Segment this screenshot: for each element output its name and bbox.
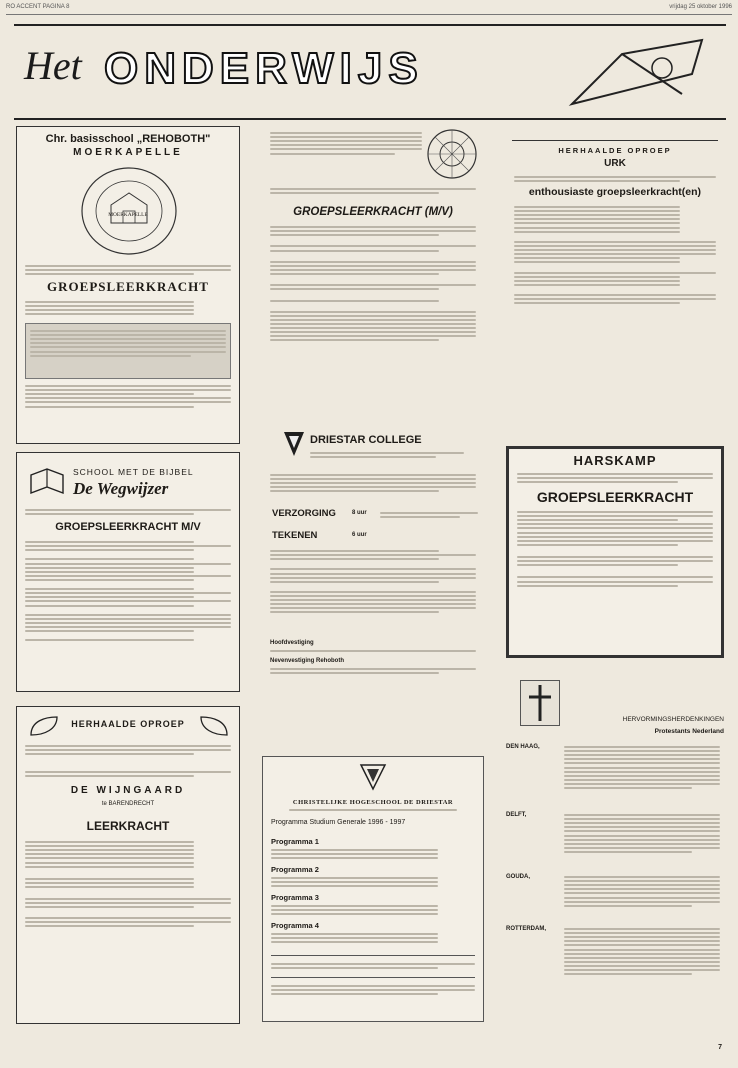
rehoboth-intro-text <box>25 263 231 277</box>
wijngaard-place: te BARENDRECHT <box>101 801 155 807</box>
leaf-right-icon <box>199 715 229 737</box>
header-left: RO ACCENT PAGINA 8 <box>6 4 70 10</box>
rehoboth-contact-text <box>25 383 231 410</box>
header-rule <box>6 14 732 15</box>
ad-driestar-college <box>262 424 484 724</box>
hogeschool-p3: Programma 3 <box>271 893 319 902</box>
cross-icon <box>521 681 559 725</box>
harskamp-title: HARSKAMP <box>573 453 657 468</box>
hogeschool-program: Programma Studium Generale 1996 - 1997 <box>271 819 406 826</box>
wegwijzer-job-title: GROEPSLEERKRACHT M/V <box>55 521 201 533</box>
ad-herhaalde-oproep-wijngaard <box>16 706 240 1024</box>
masthead-het: Het <box>24 43 82 88</box>
driestar-tekenen-hours: 6 uur <box>352 532 367 538</box>
mauritschool-body <box>270 224 476 343</box>
church-logo-box <box>520 680 560 726</box>
kerk-subtitle: Protestants Nederland <box>654 728 724 735</box>
driestar-tekenen: TEKENEN <box>272 530 318 541</box>
driestar-body <box>270 548 476 616</box>
rehoboth-notice-box <box>25 323 231 379</box>
driestar-hoofdvestiging: Hoofdvestiging <box>270 640 314 646</box>
driestar-verzorging: VERZORGING <box>272 508 336 519</box>
driestar-name: DRIESTAR COLLEGE <box>310 434 422 446</box>
page-number: 7 <box>718 1044 722 1051</box>
wijngaard-job-title: LEERKRACHT <box>86 819 170 833</box>
wijngaard-title: HERHAALDE OPROEP <box>71 719 185 729</box>
masthead-onderwijs: ONDERWIJS <box>104 44 424 93</box>
urk-title: HERHAALDE OPROEP <box>558 146 672 155</box>
driestar-intro <box>270 472 476 495</box>
open-bible-icon <box>27 461 67 501</box>
hogeschool-logo-icon <box>359 763 387 791</box>
rehoboth-title: Chr. basisschool „REHOBOTH" <box>45 133 211 145</box>
mauritschool-intro <box>270 130 422 157</box>
hogeschool-p1: Programma 1 <box>271 837 319 846</box>
hogeschool-p2: Programma 2 <box>271 865 319 874</box>
kerk-place-delft: DELFT, <box>506 812 527 818</box>
ad-herhaalde-oproep-urk <box>506 126 724 374</box>
kerk-place-rotterdam: ROTTERDAM, <box>506 926 546 932</box>
ad-hogeschool-driestar <box>262 756 484 1022</box>
rehoboth-subtitle: MOERKAPELLE <box>73 147 183 158</box>
rehoboth-requirements <box>25 299 231 317</box>
urk-job-title: enthousiaste groepsleerkracht(en) <box>528 186 702 198</box>
harskamp-body <box>517 509 713 589</box>
ad-rehoboth <box>16 126 240 444</box>
school-emblem-icon <box>426 128 478 180</box>
driestar-logo-icon <box>282 430 306 458</box>
wegwijzer-name: De Wegwijzer <box>73 479 169 498</box>
kerk-place-den-haag: DEN HAAG, <box>506 744 540 750</box>
harskamp-job-title: GROEPSLEERKRACHT <box>536 489 694 505</box>
mauritschool-job-title: GROEPSLEERKRACHT (M/V) <box>293 206 453 218</box>
header-right: vrijdag 25 oktober 1996 <box>669 4 732 10</box>
ad-hervormingsherdenkingen <box>506 670 724 1022</box>
driestar-verzorging-hours: 8 uur <box>352 510 367 516</box>
urk-place: URK <box>604 158 626 169</box>
wijngaard-body <box>25 839 231 929</box>
urk-body <box>514 204 716 306</box>
school-seal-icon <box>79 165 179 257</box>
masthead <box>14 24 726 120</box>
pen-illustration-icon <box>562 34 712 110</box>
driestar-nevenvestiging: Nevenvestiging Rehoboth <box>270 658 345 664</box>
wegwijzer-body <box>25 539 231 643</box>
mauritschool-reason <box>270 186 476 196</box>
ad-wegwijzer <box>16 452 240 692</box>
rehoboth-job-title: GROEPSLEERKRACHT <box>47 279 209 294</box>
wijngaard-school: DE WIJNGAARD <box>70 785 186 796</box>
wegwijzer-school: SCHOOL MET DE BIJBEL <box>73 467 194 477</box>
rehoboth-seal-place: MOERKAPELLE <box>108 212 148 218</box>
ad-harskamp <box>506 446 724 658</box>
kerk-title: HERVORMINGSHERDENKINGEN <box>622 716 724 723</box>
kerk-place-gouda: GOUDA, <box>506 874 530 880</box>
hogeschool-p4: Programma 4 <box>271 921 319 930</box>
ad-mauritschool <box>262 126 484 416</box>
page-header <box>6 4 732 14</box>
hogeschool-name: CHRISTELIJKE HOGESCHOOL DE DRIESTAR <box>292 799 454 806</box>
